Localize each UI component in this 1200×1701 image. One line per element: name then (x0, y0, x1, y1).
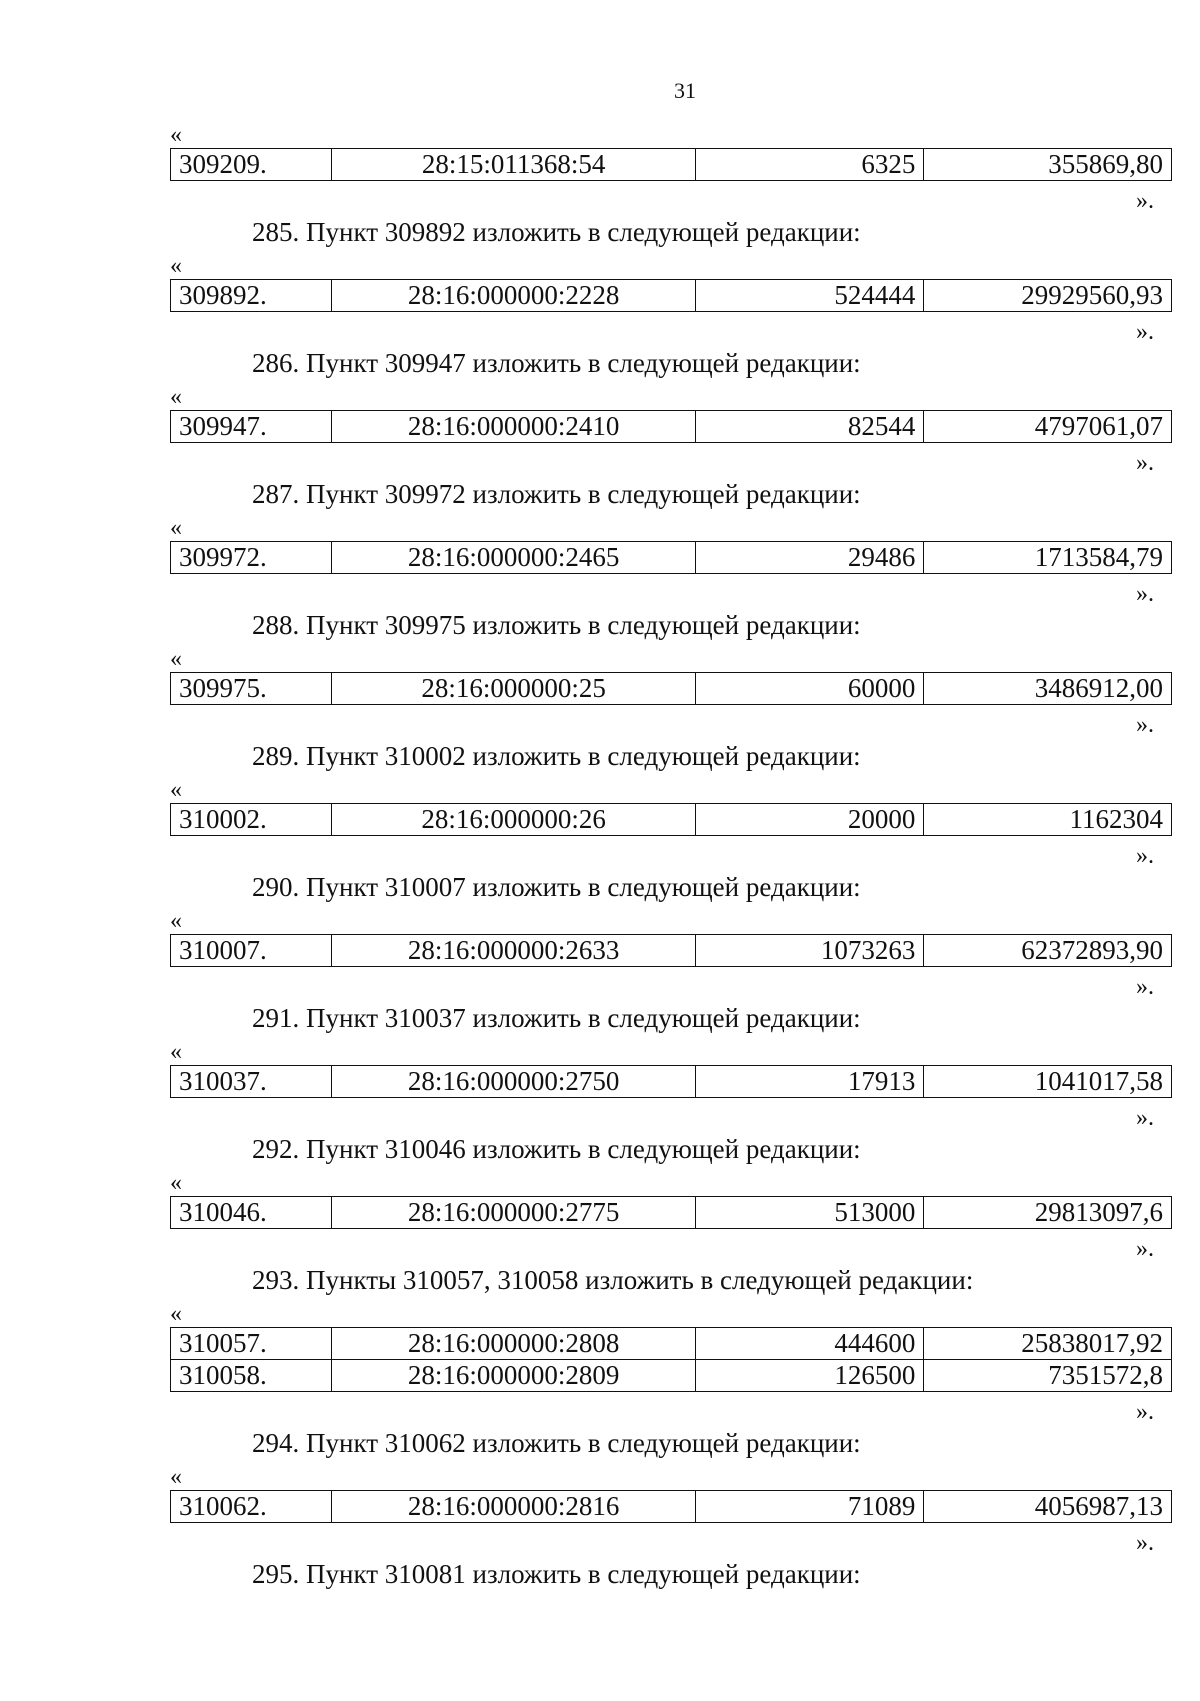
value-cell: 3486912,00 (924, 673, 1172, 705)
value-cell: 4056987,13 (924, 1491, 1172, 1523)
item-number-cell: 310037. (171, 1066, 332, 1098)
amendment-instruction: 292. Пункт 310046 изложить в следующей редакции: (252, 1134, 861, 1164)
closing-quote: ». (1136, 1105, 1154, 1131)
closing-quote: ». (1136, 581, 1154, 607)
cadastral-number-cell: 28:15:011368:54 (331, 149, 695, 181)
value-cell: 29929560,93 (924, 280, 1172, 312)
area-cell: 71089 (696, 1491, 924, 1523)
area-cell: 82544 (696, 411, 924, 443)
item-number-cell: 309975. (171, 673, 332, 705)
amendment-table (170, 1196, 1172, 1229)
amendment-instruction: 293. Пункты 310057, 310058 изложить в следующей редакции: (252, 1265, 974, 1295)
item-number-cell: 309972. (171, 542, 332, 574)
item-number-cell: 310062. (171, 1491, 332, 1523)
area-cell: 513000 (696, 1197, 924, 1229)
cadastral-number-cell: 28:16:000000:2633 (331, 935, 695, 967)
amendment-instruction: 287. Пункт 309972 изложить в следующей редакции: (252, 479, 861, 509)
amendment-table (170, 1065, 1172, 1098)
item-number-cell: 309892. (171, 280, 332, 312)
amendment-instruction: 290. Пункт 310007 изложить в следующей редакции: (252, 872, 861, 902)
opening-quote: « (170, 1039, 182, 1065)
table-row (171, 673, 1172, 705)
item-number-cell: 310057. (171, 1328, 332, 1360)
table-row (171, 804, 1172, 836)
cadastral-number-cell: 28:16:000000:2465 (331, 542, 695, 574)
closing-quote: ». (1136, 450, 1154, 476)
table-row (171, 411, 1172, 443)
area-cell: 524444 (696, 280, 924, 312)
table-row (171, 1066, 1172, 1098)
item-number-cell: 309209. (171, 149, 332, 181)
item-number-cell: 309947. (171, 411, 332, 443)
opening-quote: « (170, 908, 182, 934)
closing-quote: ». (1136, 1236, 1154, 1262)
amendment-table (170, 148, 1172, 181)
amendment-table (170, 279, 1172, 312)
opening-quote: « (170, 384, 182, 410)
table-row (171, 935, 1172, 967)
amendment-instruction: 285. Пункт 309892 изложить в следующей редакции: (252, 217, 861, 247)
closing-quote: ». (1136, 1399, 1154, 1425)
table-row (171, 1328, 1172, 1360)
opening-quote: « (170, 646, 182, 672)
amendment-table (170, 803, 1172, 836)
area-cell: 126500 (696, 1360, 924, 1392)
closing-quote: ». (1136, 188, 1154, 214)
area-cell: 20000 (696, 804, 924, 836)
amendment-table (170, 934, 1172, 967)
cadastral-number-cell: 28:16:000000:2228 (331, 280, 695, 312)
value-cell: 25838017,92 (924, 1328, 1172, 1360)
area-cell: 1073263 (696, 935, 924, 967)
value-cell: 29813097,6 (924, 1197, 1172, 1229)
value-cell: 7351572,8 (924, 1360, 1172, 1392)
amendment-table (170, 541, 1172, 574)
table-row (171, 542, 1172, 574)
opening-quote: « (170, 1464, 182, 1490)
amendment-table (170, 410, 1172, 443)
amendment-instruction: 286. Пункт 309947 изложить в следующей редакции: (252, 348, 861, 378)
page-number: 31 (674, 78, 696, 103)
opening-quote: « (170, 515, 182, 541)
document-body (170, 122, 1172, 1595)
closing-quote: ». (1136, 974, 1154, 1000)
item-number-cell: 310058. (171, 1360, 332, 1392)
cadastral-number-cell: 28:16:000000:2809 (331, 1360, 695, 1392)
opening-quote: « (170, 253, 182, 279)
cadastral-number-cell: 28:16:000000:2410 (331, 411, 695, 443)
value-cell: 1162304 (924, 804, 1172, 836)
area-cell: 17913 (696, 1066, 924, 1098)
area-cell: 6325 (696, 149, 924, 181)
value-cell: 355869,80 (924, 149, 1172, 181)
opening-quote: « (170, 122, 182, 148)
cadastral-number-cell: 28:16:000000:2775 (331, 1197, 695, 1229)
table-row (171, 1197, 1172, 1229)
value-cell: 1713584,79 (924, 542, 1172, 574)
amendment-instruction: 295. Пункт 310081 изложить в следующей редакции: (252, 1559, 861, 1589)
value-cell: 4797061,07 (924, 411, 1172, 443)
value-cell: 1041017,58 (924, 1066, 1172, 1098)
cadastral-number-cell: 28:16:000000:2750 (331, 1066, 695, 1098)
amendment-table (170, 1490, 1172, 1523)
area-cell: 29486 (696, 542, 924, 574)
table-row (171, 280, 1172, 312)
item-number-cell: 310007. (171, 935, 332, 967)
item-number-cell: 310046. (171, 1197, 332, 1229)
cadastral-number-cell: 28:16:000000:2808 (331, 1328, 695, 1360)
amendment-instruction: 288. Пункт 309975 изложить в следующей редакции: (252, 610, 861, 640)
area-cell: 60000 (696, 673, 924, 705)
opening-quote: « (170, 1170, 182, 1196)
closing-quote: ». (1136, 1530, 1154, 1556)
table-row (171, 1491, 1172, 1523)
amendment-instruction: 289. Пункт 310002 изложить в следующей редакции: (252, 741, 861, 771)
value-cell: 62372893,90 (924, 935, 1172, 967)
table-row (171, 1360, 1172, 1392)
amendment-instruction: 291. Пункт 310037 изложить в следующей редакции: (252, 1003, 861, 1033)
opening-quote: « (170, 1301, 182, 1327)
amendment-table (170, 1327, 1172, 1392)
closing-quote: ». (1136, 843, 1154, 869)
item-number-cell: 310002. (171, 804, 332, 836)
closing-quote: ». (1136, 712, 1154, 738)
cadastral-number-cell: 28:16:000000:26 (331, 804, 695, 836)
area-cell: 444600 (696, 1328, 924, 1360)
closing-quote: ». (1136, 319, 1154, 345)
table-row (171, 149, 1172, 181)
cadastral-number-cell: 28:16:000000:2816 (331, 1491, 695, 1523)
opening-quote: « (170, 777, 182, 803)
amendment-table (170, 672, 1172, 705)
cadastral-number-cell: 28:16:000000:25 (331, 673, 695, 705)
amendment-instruction: 294. Пункт 310062 изложить в следующей редакции: (252, 1428, 861, 1458)
